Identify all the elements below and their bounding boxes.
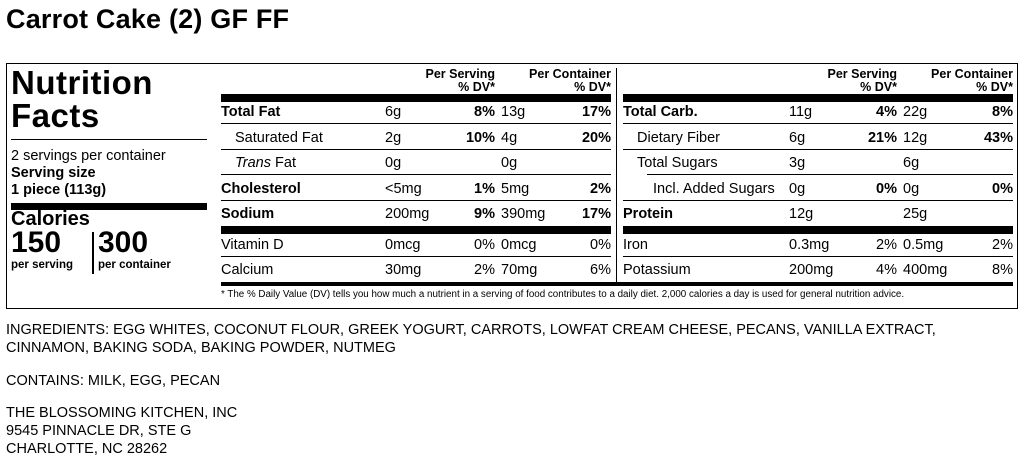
vitamin-name: Vitamin D [221,237,284,253]
per-container-header-right: Per Container % DV* [931,67,1013,94]
calories-divider [92,232,94,274]
container-amount: 4g [501,130,518,146]
calories-per-serving: 150 [11,226,62,259]
container-amount: 0mcg [501,237,537,253]
row-rule [623,123,1013,124]
nutrient-name: Total Sugars [637,155,718,171]
column-separator [616,68,617,282]
nutrient-name: Cholesterol [221,181,301,197]
serving-dv: 0% [876,181,897,197]
section-rule-right [623,226,1013,234]
row-rule [623,149,1013,150]
per-container-caption: per container [98,259,171,271]
address-line-1: THE BLOSSOMING KITCHEN, INC [6,405,238,421]
address-line-2: 9545 PINNACLE DR, STE G [6,423,192,439]
nutrition-facts-label [6,63,1018,309]
container-dv: 43% [983,130,1013,146]
container-amount: 70mg [501,262,538,278]
heading-line-2: Facts [11,97,100,134]
container-dv: 8% [992,104,1013,120]
ingredients [6,321,936,357]
row-rule [221,123,611,124]
serving-amount: 30mg [385,262,422,278]
serving-amount: 6g [385,104,402,120]
row-rule [221,149,611,150]
serving-dv: 4% [876,262,897,278]
serving-amount: <5mg [385,181,422,197]
nutrient-name: Incl. Added Sugars [653,181,775,197]
daily-value-footnote: * The % Daily Value (DV) tells you how much a nutrient in a serving of food contributes to a daily diet. 2,000 calories a day is used for general nutrition advice. [221,289,905,300]
serving-amount: 0g [789,181,806,197]
allergen-contains: CONTAINS: MILK, EGG, PECAN [6,373,221,389]
container-amount: 22g [903,104,928,120]
manufacturer-address [6,404,237,458]
serving-dv: 10% [465,130,495,146]
container-amount: 6g [903,155,920,171]
container-amount: 400mg [903,262,948,278]
serving-size-label: Serving size [11,165,96,181]
container-dv: 20% [581,130,611,146]
nutrient-name: Dietary Fiber [637,130,720,146]
serving-amount: 3g [789,155,806,171]
row-rule [623,200,1013,201]
footnote-rule [221,282,1013,286]
container-dv: 17% [581,104,611,120]
serving-dv: 4% [876,104,897,120]
vitamin-name: Iron [623,237,648,253]
container-dv: 6% [590,262,611,278]
container-amount: 0g [903,181,920,197]
ingredients-line-2: CINNAMON, BAKING SODA, BAKING POWDER, NUTMEG [6,340,396,356]
vitamin-name: Calcium [221,262,274,278]
nutrition-facts-heading [11,66,209,132]
vitamin-name: Potassium [623,262,691,278]
per-serving-header-left: Per Serving % DV* [425,67,495,94]
container-amount: 0.5mg [903,237,944,253]
serving-amount: 200mg [385,206,430,222]
serving-dv: 1% [474,181,495,197]
serving-amount: 11g [789,104,813,120]
serving-dv: 9% [474,206,495,222]
container-dv: 17% [581,206,611,222]
nutrient-name: Protein [623,206,673,222]
container-dv: 2% [590,181,611,197]
calories-label: Calories [11,208,90,230]
serving-size-value: 1 piece (113g) [11,182,107,198]
calories-per-container: 300 [98,226,149,259]
servings-per-container: 2 servings per container [11,148,166,164]
serving-amount: 6g [789,130,806,146]
serving-amount: 0mcg [385,237,421,253]
nutrient-name: Total Fat [221,104,281,120]
per-serving-header-right: Per Serving % DV* [827,67,897,94]
row-rule [221,174,611,175]
container-dv: 0% [590,237,611,253]
serving-amount: 0g [385,155,402,171]
header-rule-left [221,94,611,102]
section-rule-left [221,226,611,234]
product-title: Carrot Cake (2) GF FF [6,4,290,34]
label-summary-panel [11,64,209,271]
container-amount: 25g [903,206,928,222]
container-dv: 2% [992,237,1013,253]
nutrient-name: Saturated Fat [235,130,323,146]
container-dv: 8% [992,262,1013,278]
nutrient-name: Trans Fat [235,155,296,171]
address-line-3: CHARLOTTE, NC 28262 [6,441,168,457]
nutrient-name: Total Carb. [623,104,698,120]
heading-line-1: Nutrition [11,64,153,101]
serving-dv: 21% [867,130,897,146]
ingredients-line-1: INGREDIENTS: EGG WHITES, COCONUT FLOUR, GREEK YOGURT, CARROTS, LOWFAT CREAM CHEESE, PECANS, VANILLA EXTRACT, [6,322,936,338]
container-amount: 13g [501,104,526,120]
divider [11,139,207,140]
serving-amount: 12g [789,206,814,222]
container-dv: 0% [992,181,1013,197]
serving-amount: 200mg [789,262,834,278]
row-rule [623,256,1013,257]
row-rule [221,256,611,257]
container-amount: 390mg [501,206,546,222]
serving-amount: 2g [385,130,402,146]
container-amount: 0g [501,155,518,171]
serving-dv: 0% [474,237,495,253]
container-amount: 5mg [501,181,530,197]
serving-dv: 2% [474,262,495,278]
serving-amount: 0.3mg [789,237,830,253]
row-rule [221,200,611,201]
serving-dv: 2% [876,237,897,253]
row-rule [647,174,1013,175]
per-container-header-left: Per Container % DV* [529,67,611,94]
per-serving-caption: per serving [11,259,73,271]
nutrient-name: Sodium [221,206,275,222]
container-amount: 12g [903,130,928,146]
serving-dv: 8% [474,104,495,120]
header-rule-right [623,94,1013,102]
